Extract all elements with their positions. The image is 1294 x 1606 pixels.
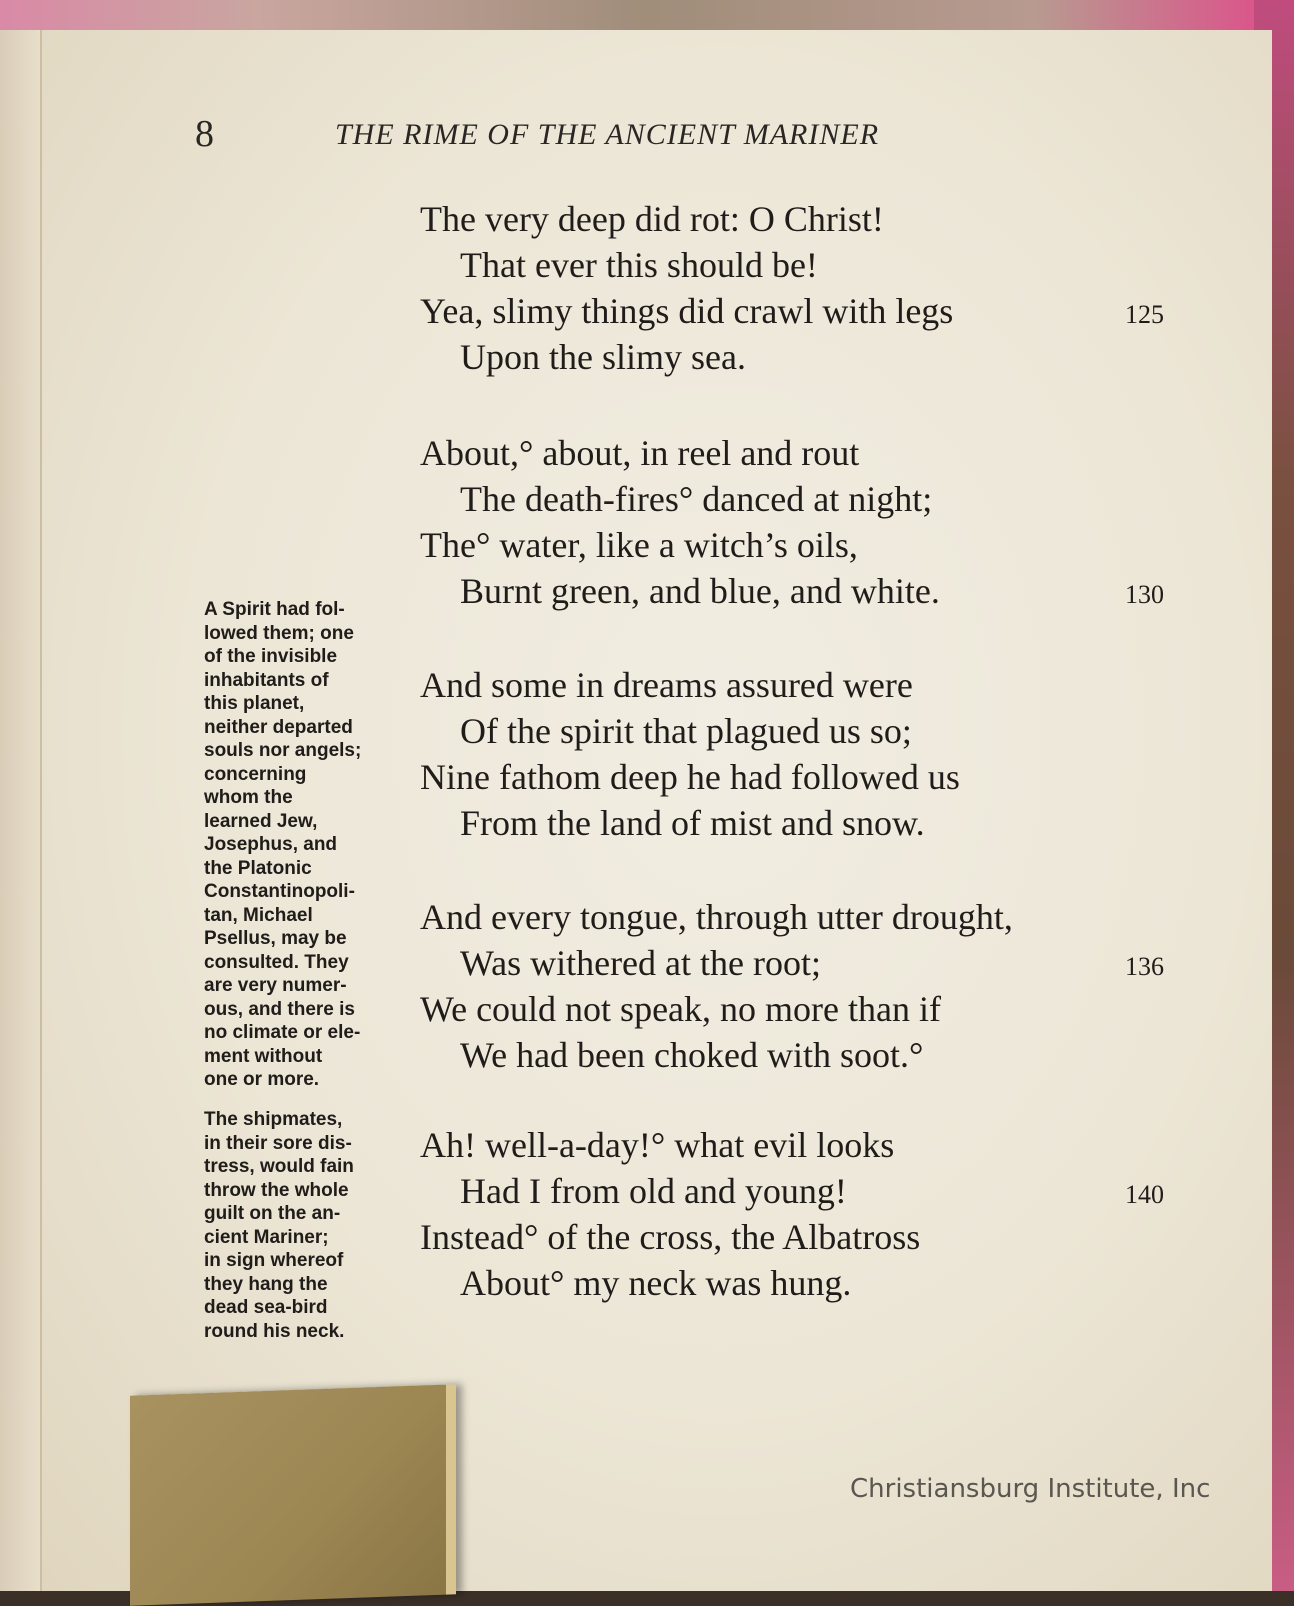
margin-gloss-shipmates: The shipmates, in their sore dis- tress, would fain throw the whole guilt on the an- cient Mariner; in sign whereof they hang the dead sea-bird round his neck. <box>204 1109 354 1342</box>
poem-line: From the land of mist and snow. <box>460 803 925 843</box>
poem-line: The very deep did rot: O Christ! <box>420 199 884 239</box>
margin-gloss-spirit: A Spirit had fol- lowed them; one of the invisible inhabitants of this planet, neither departed souls nor angels; concerning whom the learned Jew, Josephus, and the Platonic Constantinopoli- tan, Michael Psellus, may be consulted. They are very numer- ous, and there is no climate or ele- ment without one or more. <box>204 599 362 1090</box>
poem-line: About,° about, in reel and rout <box>420 433 860 473</box>
poem-line: And some in dreams assured were <box>420 665 913 705</box>
line-number: 130 <box>1125 580 1164 609</box>
poem-line: We could not speak, no more than if <box>420 989 941 1029</box>
stanza-3 <box>420 662 1200 846</box>
poem-line: Nine fathom deep he had followed us <box>420 757 960 797</box>
watermark: Christiansburg Institute, Inc <box>850 1474 1211 1504</box>
page-title: THE RIME OF THE ANCIENT MARINER <box>335 118 880 151</box>
stanza-2 <box>420 430 1200 614</box>
poem-line: Ah! well-a-day!° what evil looks <box>420 1125 895 1165</box>
poem-line: Was withered at the root; 136 <box>420 940 1200 986</box>
poem-line: That ever this should be! <box>460 245 818 285</box>
line-number: 125 <box>1125 300 1164 329</box>
poem-line: The death-fires° danced at night; <box>460 479 933 519</box>
line-number: 136 <box>1125 952 1164 981</box>
poem-line: We had been choked with soot.° <box>460 1035 924 1075</box>
poem-line: Yea, slimy things did crawl with legs 125 <box>420 288 1200 334</box>
line-number: 140 <box>1125 1180 1164 1209</box>
page-number: 8 <box>195 113 214 155</box>
bookmark-ribbon <box>130 1384 456 1605</box>
poem-line: About° my neck was hung. <box>460 1263 852 1303</box>
poem-line: Upon the slimy sea. <box>460 337 746 377</box>
poem-line: Of the spirit that plagued us so; <box>460 711 912 751</box>
poem-line: And every tongue, through utter drought, <box>420 897 1013 937</box>
poem-line: Burnt green, and blue, and white. 130 <box>420 568 1200 614</box>
stanza-5 <box>420 1122 1200 1306</box>
running-head <box>195 112 1055 162</box>
poem-line: Had I from old and young! 140 <box>420 1168 1200 1214</box>
poem-line: The° water, like a witch’s oils, <box>420 525 858 565</box>
stanza-4 <box>420 894 1200 1078</box>
stanza-1 <box>420 196 1200 380</box>
poem-line: Instead° of the cross, the Albatross <box>420 1217 921 1257</box>
